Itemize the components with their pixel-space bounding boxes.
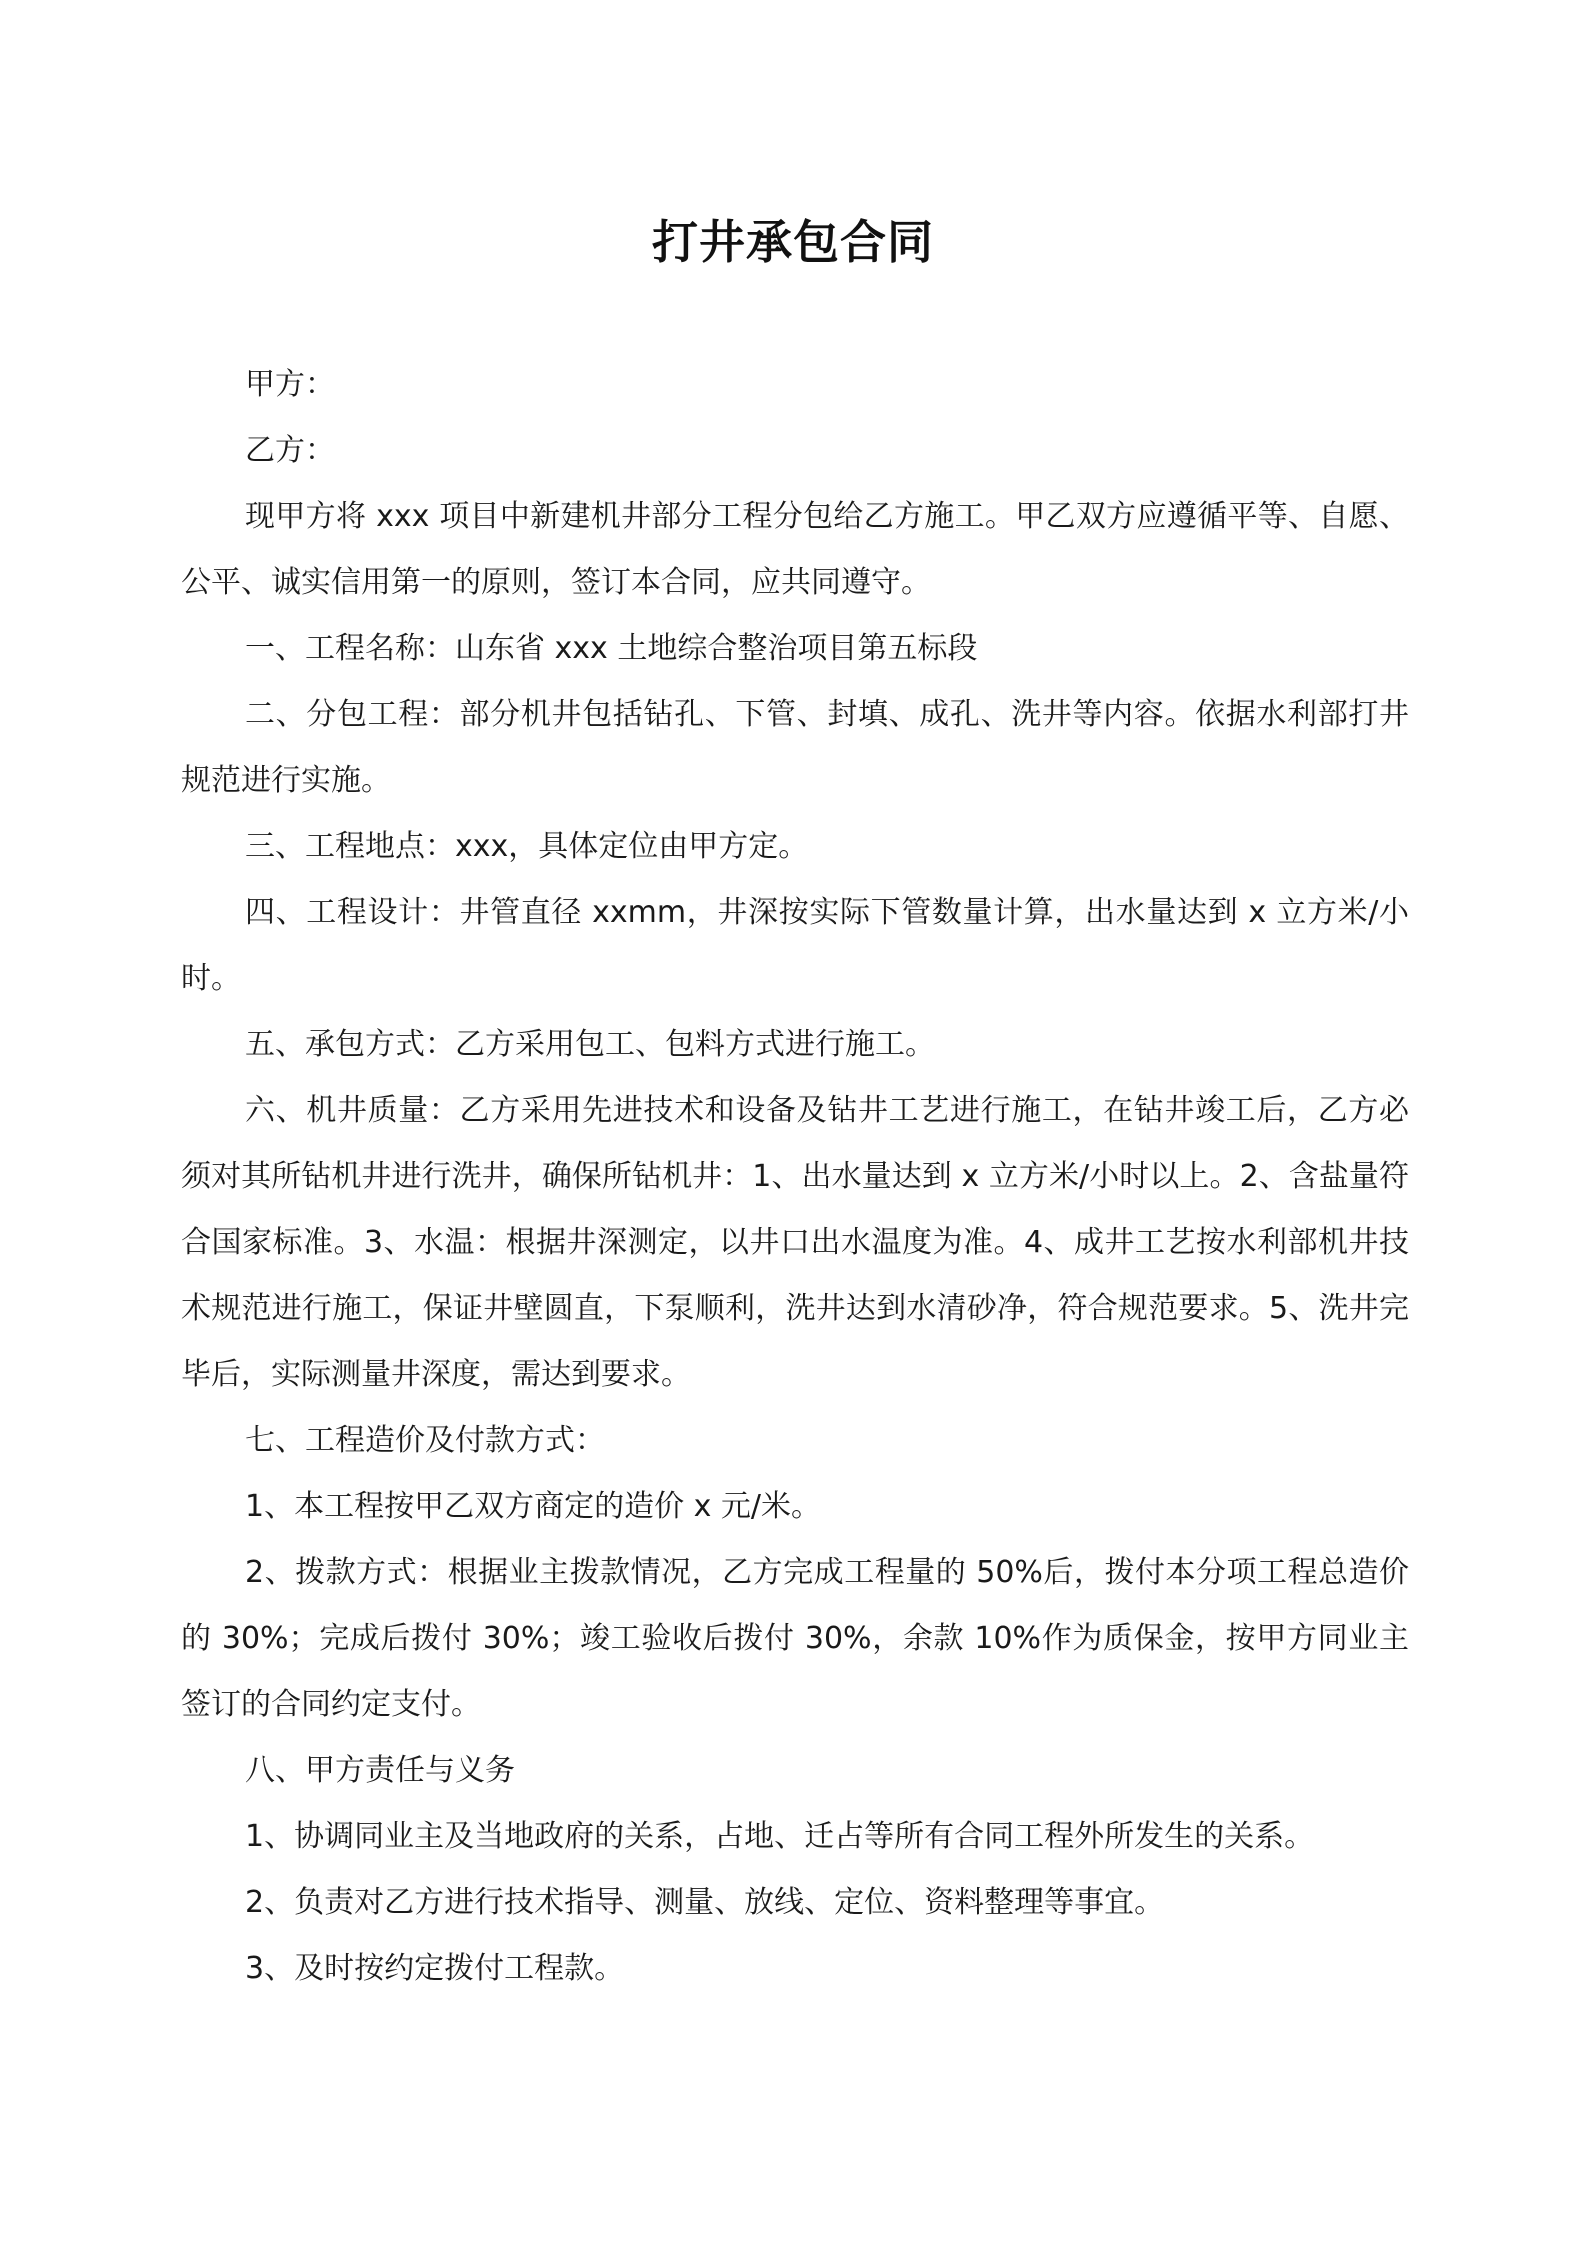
document-body	[181, 352, 1409, 2002]
payment-item-2: 2、拨款方式：根据业主拨款情况，乙方完成工程量的 50%后，拨付本分项工程总造价的 30%；完成后拨付 30%；竣工验收后拨付 30%，余款 10%作为质保金，按甲方同业主签订的合同约定支付。	[181, 1555, 1409, 1722]
clause-project-location: 三、工程地点：xxx，具体定位由甲方定。	[245, 829, 809, 864]
payment-item-1: 1、本工程按甲乙双方商定的造价 x 元/米。	[245, 1489, 822, 1524]
clause-project-name: 一、工程名称：山东省 xxx 土地综合整治项目第五标段	[245, 631, 978, 666]
duty-item-1: 1、协调同业主及当地政府的关系，占地、迁占等所有合同工程外所发生的关系。	[245, 1819, 1315, 1854]
clause-contract-method: 五、承包方式：乙方采用包工、包料方式进行施工。	[245, 1027, 935, 1062]
clause-party-a-duties: 八、甲方责任与义务	[245, 1753, 515, 1788]
document-title: 打井承包合同	[652, 215, 934, 269]
duty-item-2: 2、负责对乙方进行技术指导、测量、放线、定位、资料整理等事宜。	[245, 1885, 1165, 1920]
duty-item-3: 3、及时按约定拨付工程款。	[245, 1951, 625, 1986]
clause-well-quality: 六、机井质量：乙方采用先进技术和设备及钻井工艺进行施工，在钻井竣工后，乙方必须对其所钻机井进行洗井，确保所钻机井：1、出水量达到 x 立方米/小时以上。2、含盐量符合国家标准。3、水温：根据井深测定，以井口出水温度为准。4、成井工艺按水利部机井技术规范进行施工，保证井壁圆直，下泵顺利，洗井达到水清砂净，符合规范要求。5、洗井完毕后，实际测量井深度，需达到要求。	[181, 1093, 1409, 1392]
party-a-line: 甲方：	[245, 367, 335, 402]
preamble-paragraph: 现甲方将 xxx 项目中新建机井部分工程分包给乙方施工。甲乙双方应遵循平等、自愿、公平、诚实信用第一的原则，签订本合同，应共同遵守。	[181, 499, 1409, 600]
clause-project-design: 四、工程设计：井管直径 xxmm，井深按实际下管数量计算，出水量达到 x 立方米/小时。	[181, 895, 1409, 996]
party-b-line: 乙方：	[245, 433, 335, 468]
clause-cost-and-payment: 七、工程造价及付款方式：	[245, 1423, 605, 1458]
clause-subcontract-scope: 二、分包工程：部分机井包括钻孔、下管、封填、成孔、洗井等内容。依据水利部打井规范进行实施。	[181, 697, 1409, 798]
